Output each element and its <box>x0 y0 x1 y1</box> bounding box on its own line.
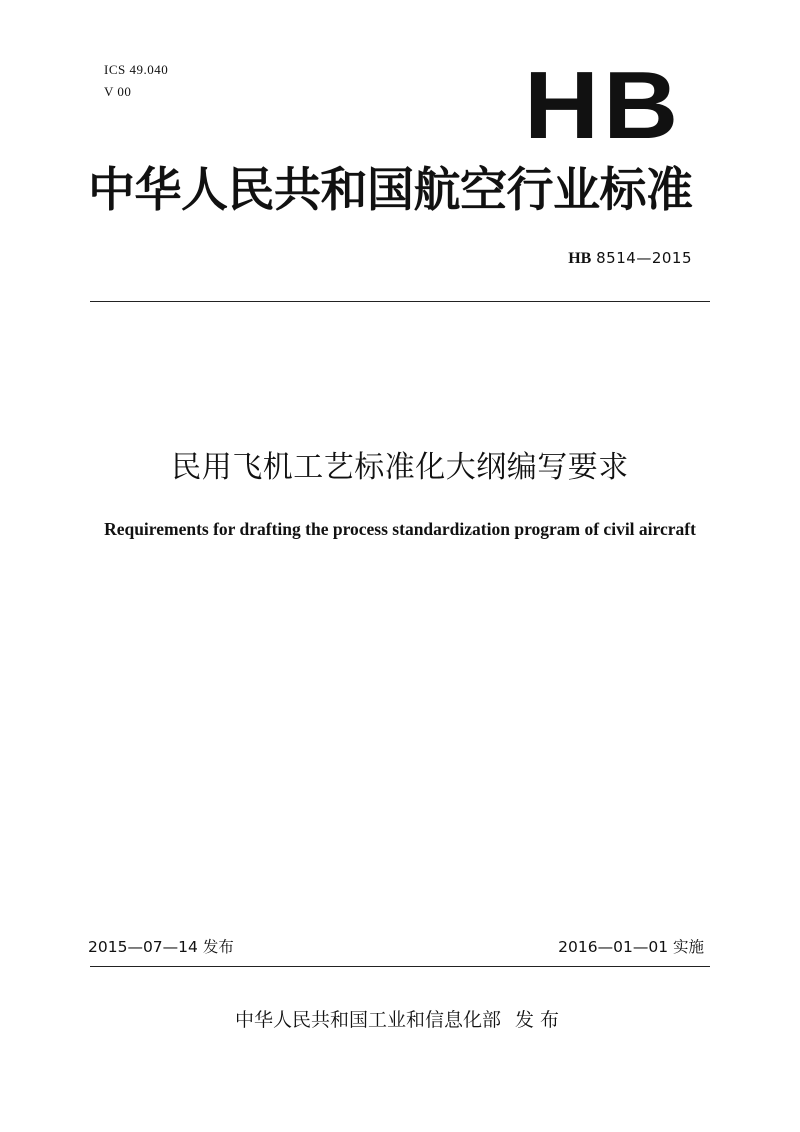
standard-number-value: 8514—2015 <box>596 249 692 267</box>
standard-number-prefix: HB <box>568 250 592 267</box>
standard-number <box>568 248 692 269</box>
ccs-code: V 00 <box>104 84 132 99</box>
ics-code: ICS 49.040 <box>104 62 169 77</box>
publisher-name: 中华人民共和国工业和信息化部 <box>234 1009 501 1031</box>
organization-title: 中华人民共和国航空行业标准 <box>88 163 693 218</box>
publisher-action: 发布 <box>515 1009 566 1031</box>
document-title-chinese: 民用飞机工艺标准化大纲编写要求 <box>171 450 629 485</box>
publisher <box>0 1006 800 1034</box>
hb-logo: HB <box>524 52 683 160</box>
top-divider <box>90 301 710 302</box>
implementation-date: 2016—01—01 实施 <box>558 938 704 956</box>
issue-date: 2015—07—14 发布 <box>88 938 234 956</box>
bottom-divider <box>90 966 710 967</box>
document-title-english: Requirements for drafting the process standardization program of civil aircraft <box>104 519 696 539</box>
